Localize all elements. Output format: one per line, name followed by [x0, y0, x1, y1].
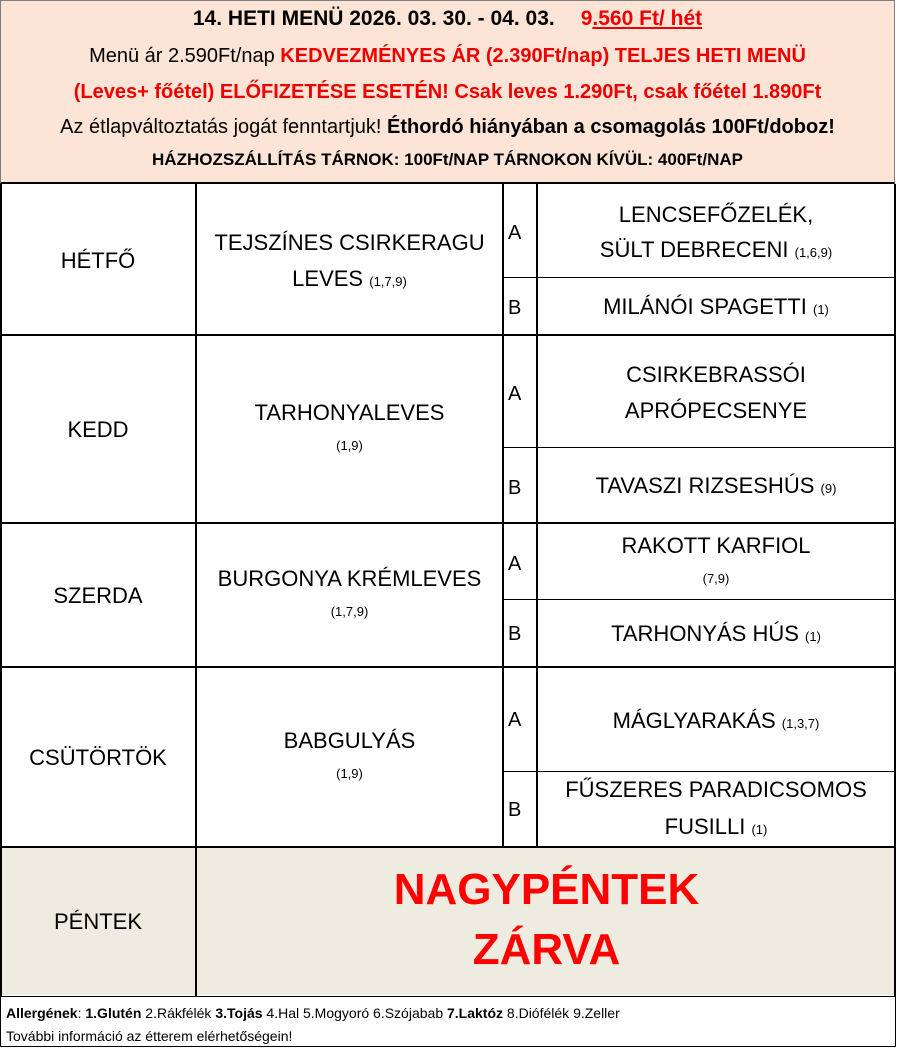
allergen-item: 8.Diófélék: [506, 1005, 570, 1021]
option-a-letter: A: [508, 709, 522, 731]
day-name-monday: HÉTFŐ: [60, 247, 136, 273]
grid-line: [502, 184, 504, 848]
closed-line-2: ZÁRVA: [472, 925, 621, 974]
option-b-letter: B: [508, 297, 522, 319]
discount-price-text: KEDVEZMÉNYES ÁR (2.390Ft/nap) TELJES HETI MENÜ: [280, 45, 806, 67]
day-name-tuesday: KEDD: [67, 416, 129, 442]
weekly-price: 9.560 Ft/ hét: [580, 7, 703, 30]
main-a-thursday: MÁGLYARAKÁS (1,3,7): [612, 707, 820, 733]
option-b-letter: B: [508, 623, 522, 645]
main-a-monday: LENCSEFŐZELÉK, SÜLT DEBRECENI (1,6,9): [599, 201, 833, 262]
main-b-tuesday: TAVASZI RIZSESHÚS (9): [595, 472, 837, 498]
menu-header: [0, 0, 895, 184]
notice-line: Az étlapváltoztatás jogát fenntartjuk! Éthordó hiányában a csomagolás 100Ft/doboz!: [60, 116, 835, 138]
menu-title-line: [1, 7, 894, 31]
option-a-letter: A: [508, 553, 522, 575]
option-a-letter: A: [508, 383, 522, 405]
info-text: További információ az étterem elérhetőségein!: [6, 1028, 293, 1044]
daily-price-line: Menü ár 2.590Ft/nap KEDVEZMÉNYES ÁR (2.390Ft/nap) TELJES HETI MENÜ: [89, 45, 806, 67]
option-a-letter: A: [508, 222, 522, 244]
soup-tuesday: TARHONYALEVES (1,9): [254, 400, 445, 453]
allergen-item: 4.Hal: [266, 1005, 300, 1021]
allergen-item: 5.Mogyoró: [303, 1005, 370, 1021]
subscription-line: (Leves+ főétel) ELŐFIZETÉSE ESETÉN! Csak leves 1.290Ft, csak főétel 1.890Ft: [73, 81, 822, 103]
allergen-label: Allergének: [6, 1005, 78, 1021]
allergen-item: 1.Glutén: [85, 1005, 142, 1021]
main-b-thursday: FŰSZERES PARADICSOMOS FUSILLI (1): [565, 777, 867, 839]
delivery-line: HÁZHOZSZÁLLÍTÁS TÁRNOK: 100Ft/NAP TÁRNOKON KÍVÜL: 400Ft/NAP: [152, 150, 743, 169]
main-a-wednesday: RAKOTT KARFIOL (7,9): [621, 533, 811, 586]
allergen-item: 3.Tojás: [215, 1005, 263, 1021]
allergen-footer: [0, 996, 896, 1047]
allergen-item: 7.Laktóz: [447, 1005, 504, 1021]
closed-line-1: NAGYPÉNTEK: [393, 865, 700, 914]
menu-title: 14. HETI MENÜ 2026. 03. 30. - 04. 03.: [192, 7, 555, 30]
main-a-tuesday: CSIRKEBRASSÓI APRÓPECSENYE: [624, 361, 808, 423]
day-name-thursday: CSÜTÖRTÖK: [29, 744, 167, 770]
allergen-list: [85, 1005, 619, 1021]
main-b-monday: MILÁNÓI SPAGETTI (1): [603, 293, 829, 319]
option-b-letter: B: [508, 477, 522, 499]
soup-monday: TEJSZÍNES CSIRKERAGU LEVES (1,7,9): [214, 230, 485, 291]
closed-notice: [197, 860, 896, 980]
allergen-legend: Allergének: 1.Glutén 2.Rákfélék 3.Tojás 4.Hal 5.Mogyoró 6.Szójabab 7.Laktóz 8.Diófélék 9.Zeller: [6, 1005, 620, 1021]
main-b-wednesday: TARHONYÁS HÚS (1): [611, 620, 821, 646]
option-b-letter: B: [508, 799, 522, 821]
soup-wednesday: BURGONYA KRÉMLEVES (1,7,9): [217, 566, 482, 619]
soup-thursday: BABGULYÁS (1,9): [283, 728, 416, 781]
allergen-item: 6.Szójabab: [373, 1005, 444, 1021]
day-name-friday: PÉNTEK: [53, 909, 143, 935]
packaging-notice: Éthordó hiányában a csomagolás 100Ft/doboz!: [387, 116, 835, 138]
allergen-item: 9.Zeller: [573, 1005, 620, 1021]
day-name-wednesday: SZERDA: [53, 582, 143, 608]
allergen-item: 2.Rákfélék: [145, 1005, 212, 1021]
